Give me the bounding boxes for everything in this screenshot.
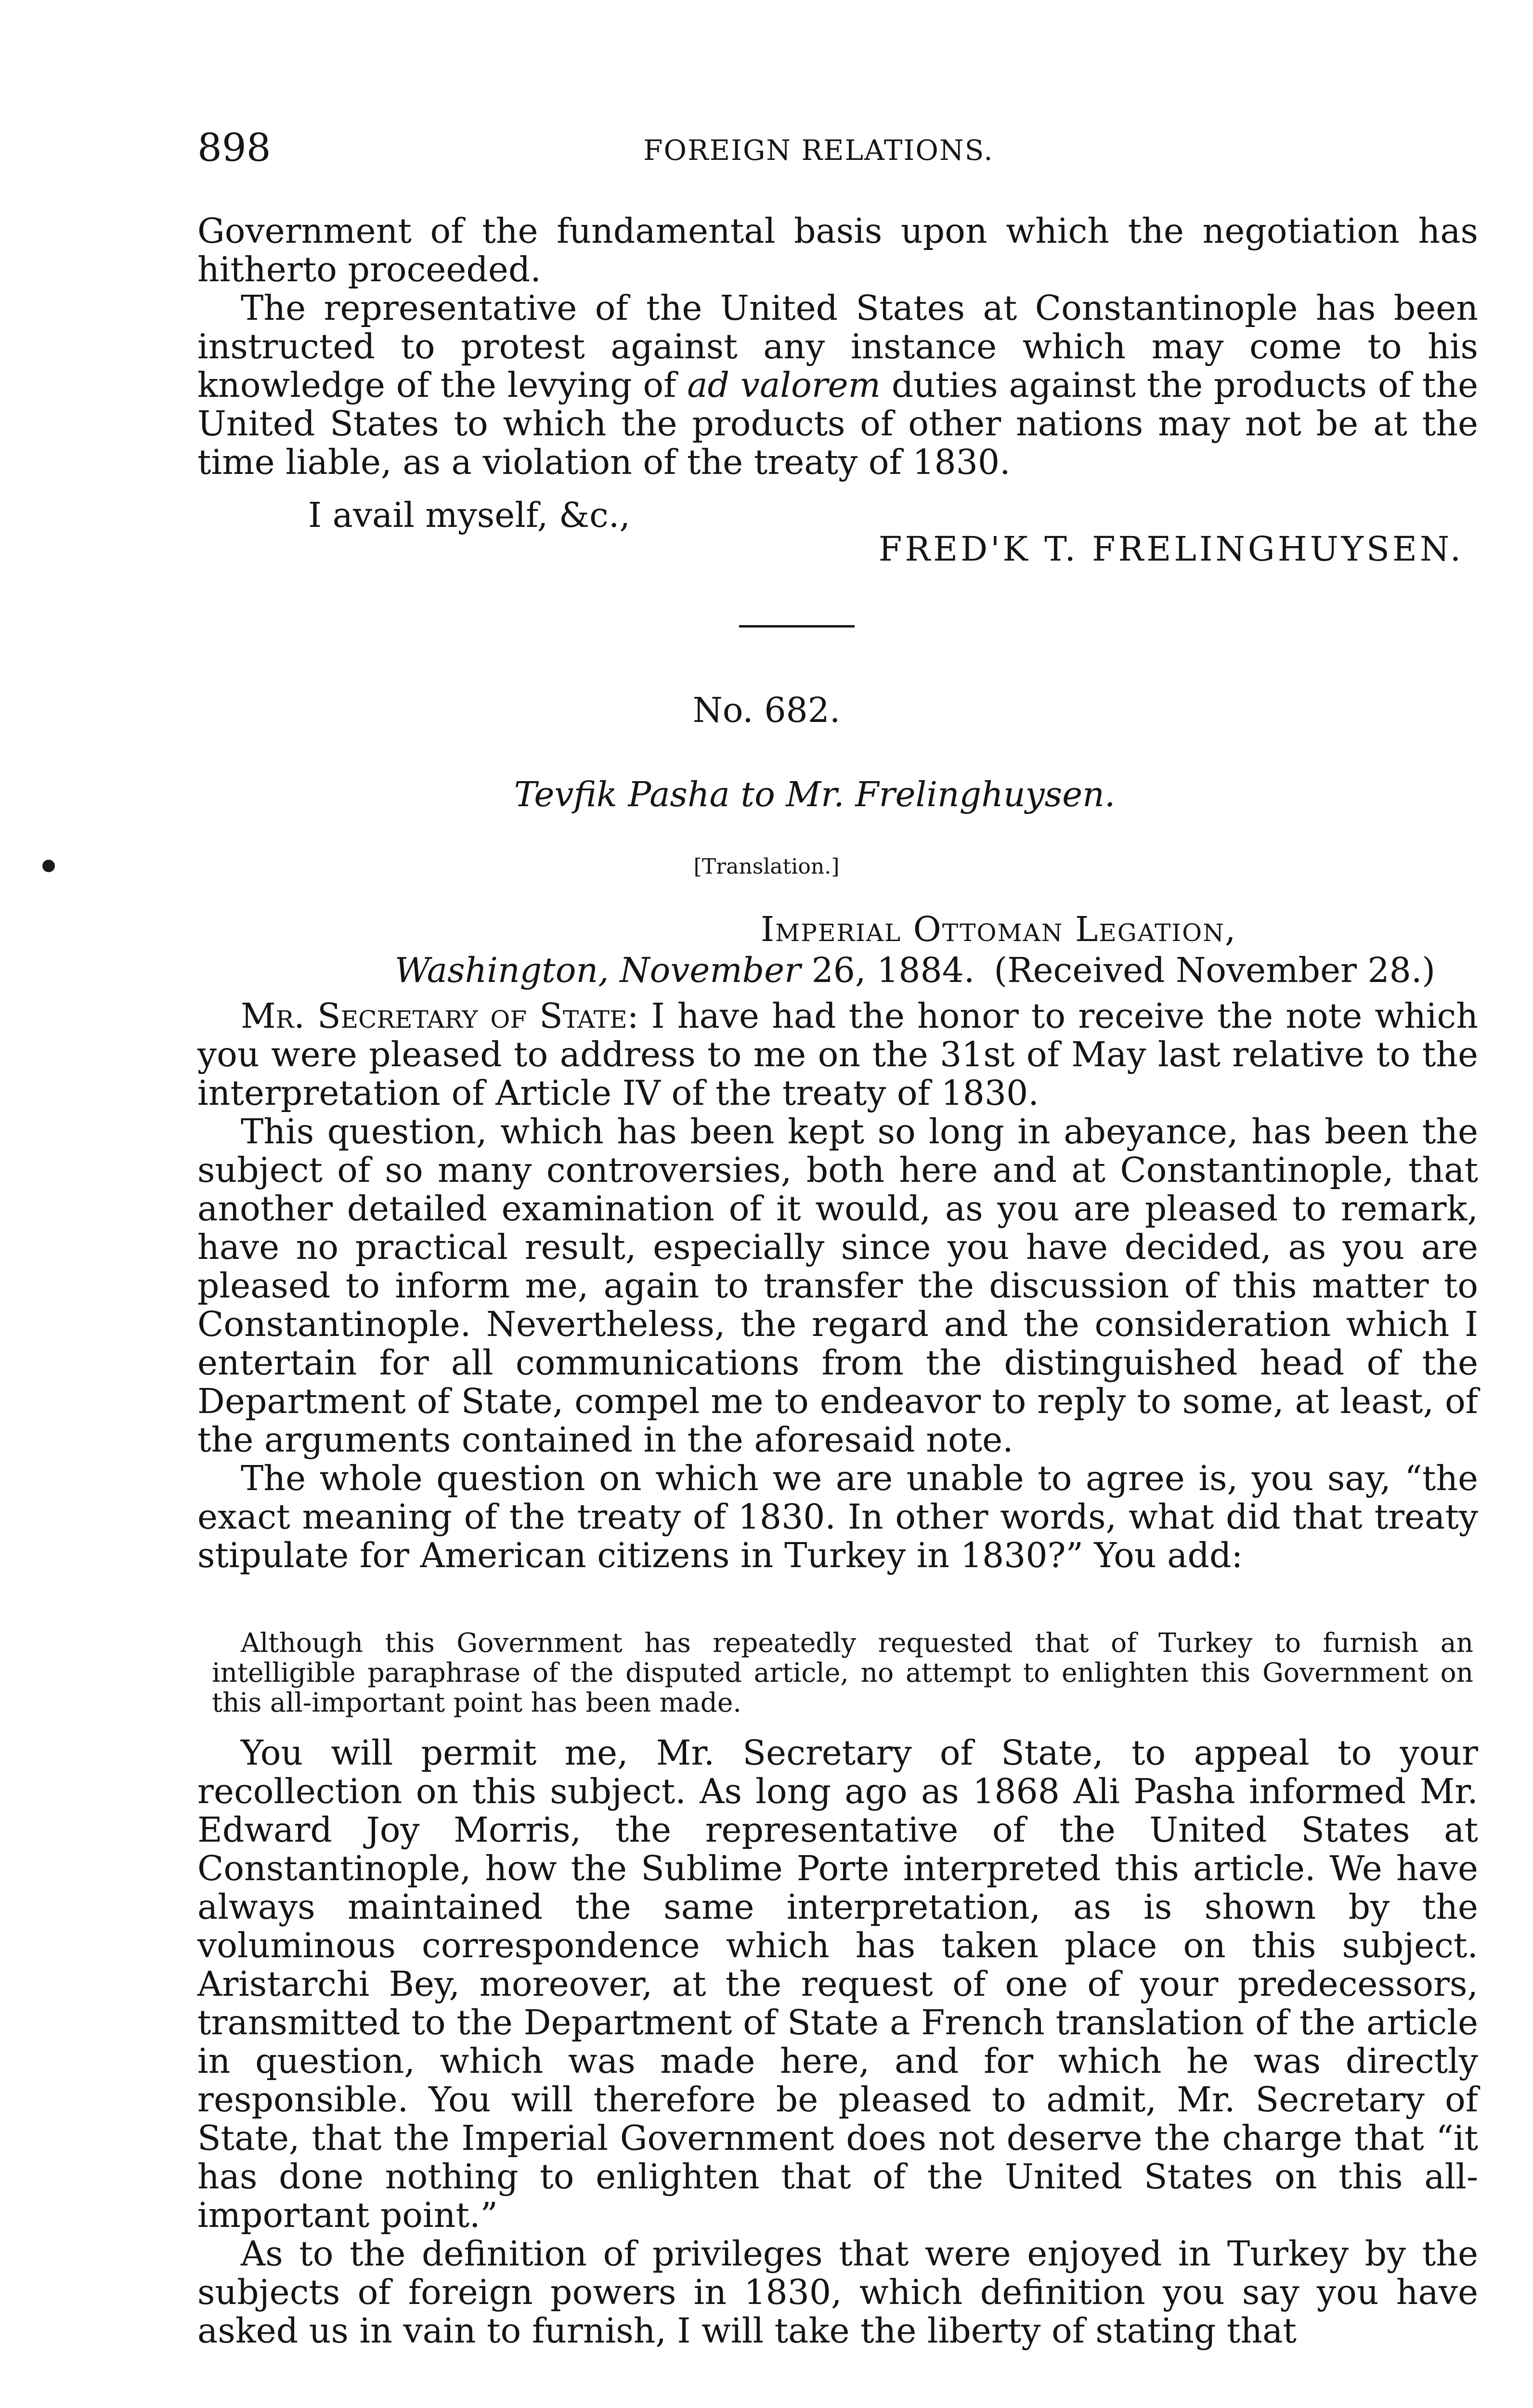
letter-continued xyxy=(197,1734,1478,2350)
letter-paragraph-5: As to the definition of privileges that were enjoyed in Turkey by the subjects of foreign powers in 1830, which definition you say you have asked us in vain to furnish, I will take the liberty of stating that xyxy=(197,2234,1478,2351)
block-quote xyxy=(212,1628,1473,1717)
document-number: No. 682. xyxy=(692,690,841,730)
paragraph-protest-start: The representative of the United States at Constantinople has been instructed to protest against any instance which may come to his knowledge of the levying of xyxy=(197,288,1478,405)
page-header xyxy=(197,126,1478,170)
letter-paragraph-1-text: I have had the honor to receive the note which you were pleased to address to me on the 31st of May last relative to the interpretation of Article IV of the treaty of 1830. xyxy=(197,996,1478,1113)
opening-text xyxy=(197,212,1478,482)
closing-block xyxy=(197,496,1478,573)
paragraph-continuation: Government of the fundamental basis upon which the negotiation has hitherto proceeded. xyxy=(197,211,1478,289)
letter-body xyxy=(197,997,1478,1575)
translation-note: [Translation.] xyxy=(693,854,840,879)
paragraph-protest xyxy=(197,289,1478,482)
dateline xyxy=(395,951,1435,990)
document-title: Tevfik Pasha to Mr. Frelinghuysen. xyxy=(514,774,1116,814)
section-divider xyxy=(739,625,855,628)
received-note: (Received November 28.) xyxy=(994,950,1436,990)
dateline-date: 26, 1884. xyxy=(801,950,975,990)
signature: FRED'K T. FRELINGHUYSEN. xyxy=(878,529,1464,569)
running-head: FOREIGN RELATIONS. xyxy=(643,134,994,167)
legation-heading: Imperial Ottoman Legation, xyxy=(761,909,1237,949)
letter-paragraph-4: You will permit me, Mr. Secretary of State, to appeal to your recollection on this subject. As long ago as 1868 Ali Pasha informed Mr. Edward Joy Morris, the representative of the United States at Constantinople, how the Sublime Porte interpreted this article. We have always maintained the same interpretation, as is shown by the voluminous correspondence which has taken place on this subject. Aristarchi Bey, moreover, at the request of one of your predecessors, transmitted to the Department of State a French translation of the article in question, which was made here, and for which he was directly responsible. You will therefore be pleased to admit, Mr. Secretary of State, that the Imperial Government does not deserve the charge that “it has done nothing to enlighten that of the United States on this all-important point.” xyxy=(197,1733,1478,2235)
dateline-place: Washington, November xyxy=(395,950,801,990)
closing-phrase: I avail myself, &c., xyxy=(308,495,630,535)
salutation: Mr. Secretary of State: xyxy=(241,996,639,1036)
paragraph-protest-end: duties against the products of the United States to which the products of other nations may not be at the time liable, as a violation of the treaty of 1830. xyxy=(197,365,1478,482)
letter-paragraph-1 xyxy=(197,997,1478,1112)
italic-phrase: ad valorem xyxy=(687,365,881,405)
letter-paragraph-2: This question, which has been kept so long in abeyance, has been the subject of so many controversies, both here and at Constantinople, that another detailed examination of it would, as you are pleased to remark, have no practical result, especially since you have decided, as you are pleased to inform me, again to transfer the discussion of this matter to Constantinople. Nevertheless, the regard and the consideration which I entertain for all communications from the distinguished head of the Department of State, compel me to endeavor to reply to some, at least, of the arguments contained in the aforesaid note. xyxy=(197,1112,1478,1460)
quoted-text: Although this Government has repeatedly requested that of Turkey to furnish an intelligible paraphrase of the disputed article, no attempt to enlighten this Government on this all-important point has been made. xyxy=(212,1627,1473,1718)
page-number: 898 xyxy=(197,125,271,170)
letter-paragraph-3: The whole question on which we are unable to agree is, you say, “the exact meaning of the treaty of 1830. In other words, what did that treaty stipulate for American citizens in Turkey in 1830?” You add: xyxy=(197,1458,1478,1575)
